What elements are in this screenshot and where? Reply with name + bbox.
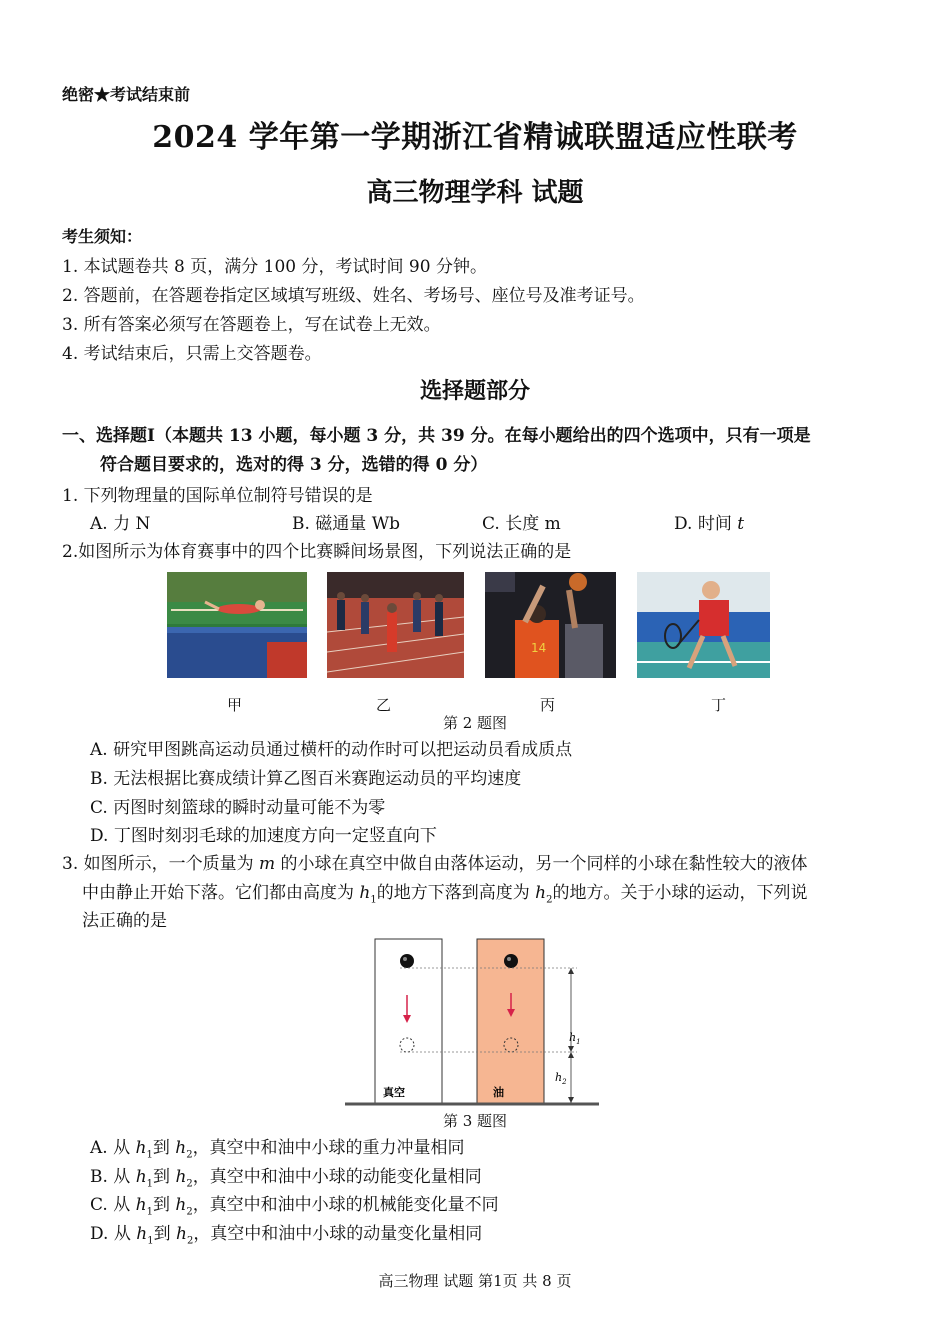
ball-oil-top — [504, 954, 518, 968]
photo-label-bing: 丙 — [540, 696, 556, 714]
q2-option-a: A. 研究甲图跳高运动员通过横杆的动作时可以把运动员看成质点 — [90, 740, 573, 760]
photo-high-jump — [167, 572, 307, 678]
q3-figure — [345, 935, 605, 1110]
photo-badminton — [637, 572, 770, 678]
q3-caption: 第 3 题图 — [442, 1112, 508, 1130]
q3-option-a: A. 从 $h_1$到 $h_2$，真空中和油中小球的重力冲量相同 — [90, 1138, 465, 1161]
oil-label: 油 — [493, 1086, 504, 1099]
notice-item: 4. 考试结束后，只需上交答题卷。 — [62, 344, 322, 364]
q3-stem-line2: 中由静止开始下落。它们都由高度为 $h_1$的地方下落到高度为 $h_2$的地方。关于小球的运动，下列说 — [82, 883, 808, 906]
q3-stem-line1: 3. 如图所示，一个质量为 m 的小球在真空中做自由落体运动，另一个同样的小球在黏性较大的液体 — [62, 854, 808, 874]
part1-instructions — [62, 422, 902, 480]
ball-vacuum-top — [400, 954, 414, 968]
confidential-label: 绝密★考试结束前 — [62, 85, 191, 104]
q2-option-b: B. 无法根据比赛成绩计算乙图百米赛跑运动员的平均速度 — [90, 769, 522, 789]
exam-title: 2024 学年第一学期浙江省精诚联盟适应性联考 — [152, 120, 798, 155]
part1-line1: 一、选择题Ⅰ（本题共 13 小题，每小题 3 分，共 39 分。在每小题给出的四个选项中，只有一项是 — [62, 426, 811, 446]
photo-label-ding: 丁 — [711, 696, 727, 714]
q1-option-b: B. 磁通量 Wb — [292, 514, 401, 534]
notice-item: 3. 所有答案必须写在答题卷上，写在试卷上无效。 — [62, 315, 441, 335]
notice-item: 1. 本试题卷共 8 页，满分 100 分，考试时间 90 分钟。 — [62, 257, 487, 277]
q3-option-d: D. 从 $h_1$到 $h_2$，真空中和油中小球的动量变化量相同 — [90, 1224, 483, 1247]
photo-basketball — [485, 572, 616, 678]
q1-option-d: D. 时间 t — [674, 514, 745, 534]
exam-subtitle: 高三物理学科 试题 — [366, 178, 584, 208]
h2-label: $h_2$ — [555, 1071, 567, 1086]
q3-option-c: C. 从 $h_1$到 $h_2$，真空中和油中小球的机械能变化量不同 — [90, 1195, 499, 1218]
q1-option-c: C. 长度 m — [482, 514, 561, 534]
q2-stem: 2.如图所示为体育赛事中的四个比赛瞬间场景图，下列说法正确的是 — [62, 542, 572, 562]
page-footer: 高三物理 试题 第1页 共 8 页 — [378, 1272, 572, 1290]
vacuum-label: 真空 — [383, 1086, 405, 1099]
q2-caption: 第 2 题图 — [442, 714, 508, 732]
q2-option-c: C. 丙图时刻篮球的瞬时动量可能不为零 — [90, 798, 386, 818]
section-title: 选择题部分 — [419, 378, 530, 404]
photo-sprint — [327, 572, 464, 678]
q3-option-b: B. 从 $h_1$到 $h_2$，真空中和油中小球的动能变化量相同 — [90, 1167, 482, 1190]
notice-heading: 考生须知： — [62, 227, 143, 246]
q2-option-d: D. 丁图时刻羽毛球的加速度方向一定竖直向下 — [90, 826, 437, 846]
jersey-number: 14 — [531, 641, 547, 655]
q3-stem-line3: 法正确的是 — [82, 911, 167, 931]
photo-label-yi: 乙 — [376, 696, 392, 714]
part1-line2: 符合题目要求的，选对的得 3 分，选错的得 0 分） — [100, 455, 488, 475]
q1-stem: 1. 下列物理量的国际单位制符号错误的是 — [62, 486, 373, 506]
notice-item: 2. 答题前，在答题卷指定区域填写班级、姓名、考场号、座位号及准考证号。 — [62, 286, 645, 306]
q1-option-a: A. 力 N — [90, 514, 151, 534]
photo-label-jia: 甲 — [227, 696, 243, 714]
h1-label: $h_1$ — [569, 1031, 581, 1046]
